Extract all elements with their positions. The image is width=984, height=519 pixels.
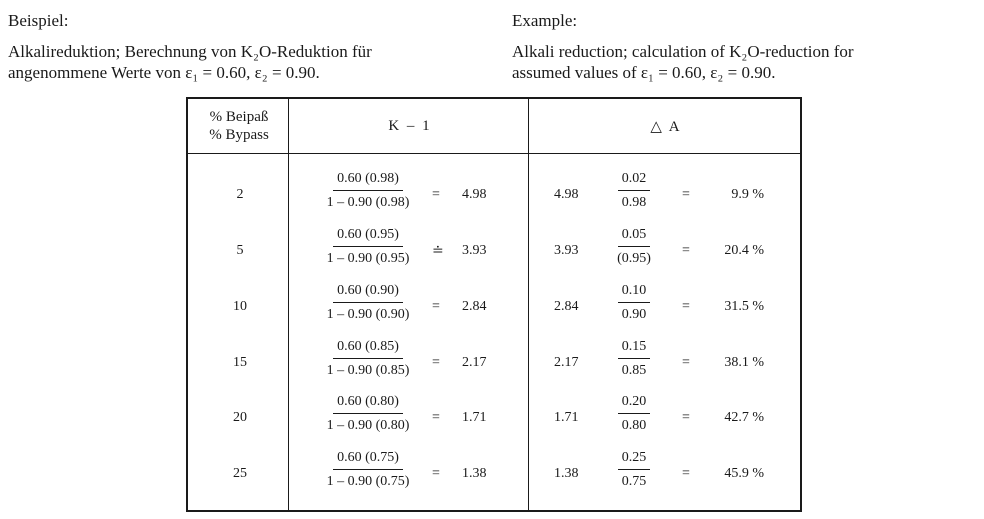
a-result: 20.4 % [724,243,764,258]
table-row [188,450,800,512]
header-delta-a: △ A [650,118,682,135]
k-denominator: 1 – 0.90 (0.90) [326,307,410,322]
k-numerator: 0.60 (0.98) [333,171,403,191]
k-equals-sign: ≐ [432,244,444,259]
k-equals-sign: = [432,410,440,425]
english-line-1: Alkali reduction; calculation of K₂O-reduction for [512,42,854,61]
a-fraction [608,283,660,323]
a-numerator: 0.15 [618,339,651,359]
a-numerator: 0.02 [618,171,651,191]
k-numerator: 0.60 (0.85) [333,339,403,359]
k-result: 1.38 [462,466,487,481]
bypass-percent: 15 [233,355,247,370]
table-row [188,171,800,233]
a-result: 42.7 % [724,410,764,425]
english-line-2: assumed values of ε₁ = 0.60, ε₂ = 0.90. [512,63,776,82]
k-numerator: 0.60 (0.95) [333,227,403,247]
german-line-1: Alkalireduktion; Berechnung von K₂O-Reduktion für [8,42,372,61]
a-equals-sign: = [682,466,690,481]
table-header-divider [188,153,800,154]
english-text-block [512,10,958,83]
k-result: 1.71 [462,410,487,425]
german-text-block [8,10,478,83]
k-numerator: 0.60 (0.75) [333,450,403,470]
a-fraction [608,171,660,211]
a-fraction [608,339,660,379]
header-bypass [188,99,290,153]
a-result: 38.1 % [724,355,764,370]
a-factor: 3.93 [554,243,579,258]
bypass-percent: 25 [233,466,247,481]
k-fraction [316,171,420,211]
header-k-minus-1: K – 1 [388,117,432,134]
a-fraction [608,450,660,490]
k-result: 2.17 [462,355,487,370]
a-denominator: 0.90 [621,307,647,322]
k-denominator: 1 – 0.90 (0.98) [326,195,410,210]
a-factor: 2.17 [554,355,579,370]
k-result: 4.98 [462,187,487,202]
a-result: 45.9 % [724,466,764,481]
k-fraction [316,283,420,323]
a-factor: 2.84 [554,299,579,314]
bypass-percent: 20 [233,410,247,425]
header-bypass-de: % Beipaß [209,109,269,125]
a-equals-sign: = [682,355,690,370]
k-equals-sign: = [432,299,440,314]
a-factor: 1.38 [554,466,579,481]
k-result: 3.93 [462,243,487,258]
reduction-table [186,97,802,512]
k-denominator: 1 – 0.90 (0.95) [326,251,410,266]
bypass-percent: 2 [236,187,244,202]
a-equals-sign: = [682,187,690,202]
table-row [188,394,800,456]
a-denominator: 0.75 [621,474,647,489]
a-denominator: 0.85 [621,363,647,378]
k-equals-sign: = [432,466,440,481]
k-result: 2.84 [462,299,487,314]
a-equals-sign: = [682,243,690,258]
a-numerator: 0.25 [618,450,651,470]
german-paragraph [8,41,478,83]
a-equals-sign: = [682,299,690,314]
a-numerator: 0.20 [618,394,651,414]
german-line-2: angenommene Werte von ε₁ = 0.60, ε₂ = 0.90. [8,63,320,82]
english-paragraph [512,41,958,83]
a-fraction [608,394,660,434]
header-bypass-en: % Bypass [209,127,269,143]
a-denominator: 0.80 [621,418,647,433]
k-fraction [316,394,420,434]
k-denominator: 1 – 0.90 (0.85) [326,363,410,378]
english-heading: Example: [512,11,578,30]
k-equals-sign: = [432,187,440,202]
a-denominator: 0.98 [621,195,647,210]
a-equals-sign: = [682,410,690,425]
a-numerator: 0.05 [618,227,651,247]
table-row [188,227,800,289]
a-factor: 4.98 [554,187,579,202]
a-fraction [608,227,660,267]
k-denominator: 1 – 0.90 (0.75) [326,474,410,489]
table-row [188,339,800,401]
k-equals-sign: = [432,355,440,370]
bypass-percent: 10 [233,299,247,314]
a-result: 31.5 % [724,299,764,314]
table-row [188,283,800,345]
a-numerator: 0.10 [618,283,651,303]
a-denominator: (0.95) [617,251,651,266]
k-fraction [316,450,420,490]
k-numerator: 0.60 (0.90) [333,283,403,303]
k-fraction [316,339,420,379]
a-result: 9.9 % [731,187,764,202]
k-numerator: 0.60 (0.80) [333,394,403,414]
k-denominator: 1 – 0.90 (0.80) [326,418,410,433]
a-factor: 1.71 [554,410,579,425]
bypass-percent: 5 [236,243,244,258]
german-heading: Beispiel: [8,11,69,30]
k-fraction [316,227,420,267]
